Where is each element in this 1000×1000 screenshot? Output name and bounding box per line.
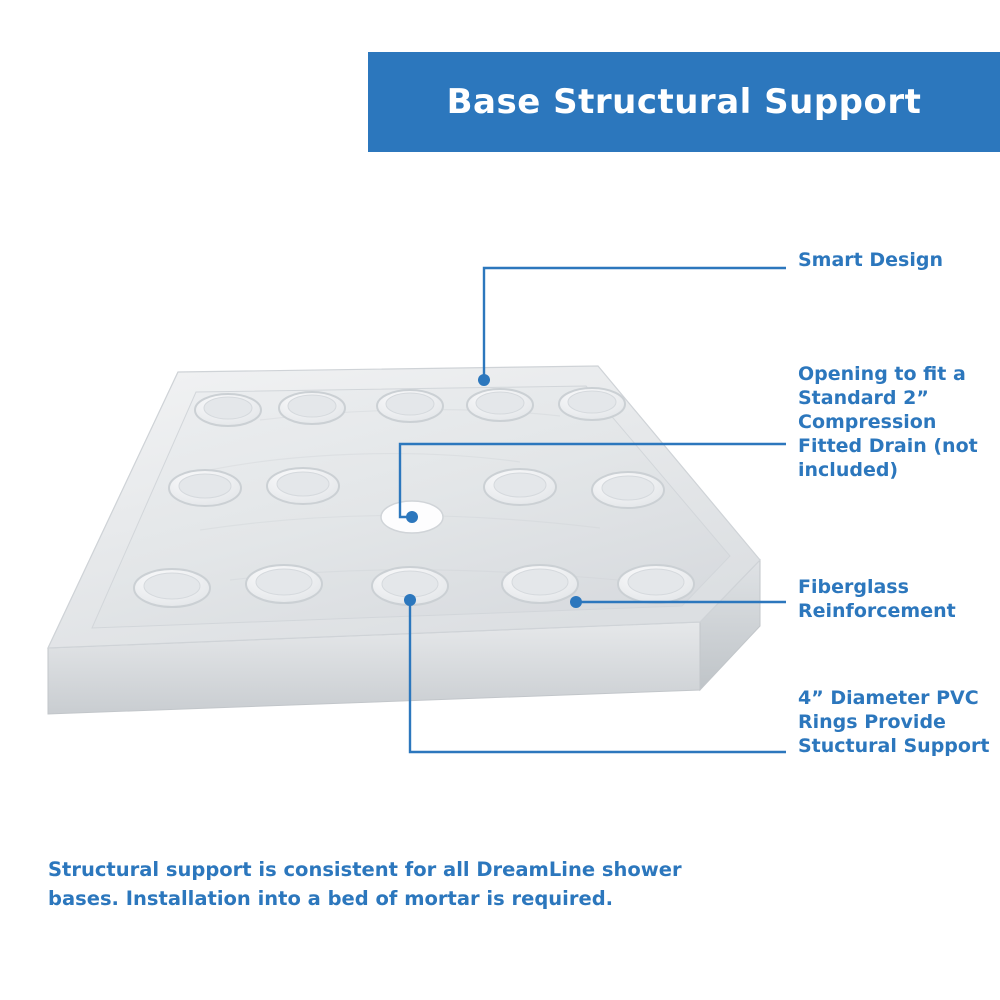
callout-label-opening: Opening to fit a Standard 2” Compression Fitted Drain (not included)	[798, 363, 978, 481]
page-title: Base Structural Support	[446, 82, 922, 122]
footer-note: Structural support is consistent for all DreamLine shower bases. Installation into a bed of mortar is required.	[48, 858, 682, 910]
callout-label-pvc-rings: 4” Diameter PVC Rings Provide Stuctural Support	[798, 687, 990, 757]
callout-label-fiberglass: Fiberglass Reinforcement	[798, 576, 956, 622]
callout-label-smart-design: Smart Design	[798, 249, 943, 271]
header-banner	[368, 52, 1000, 152]
